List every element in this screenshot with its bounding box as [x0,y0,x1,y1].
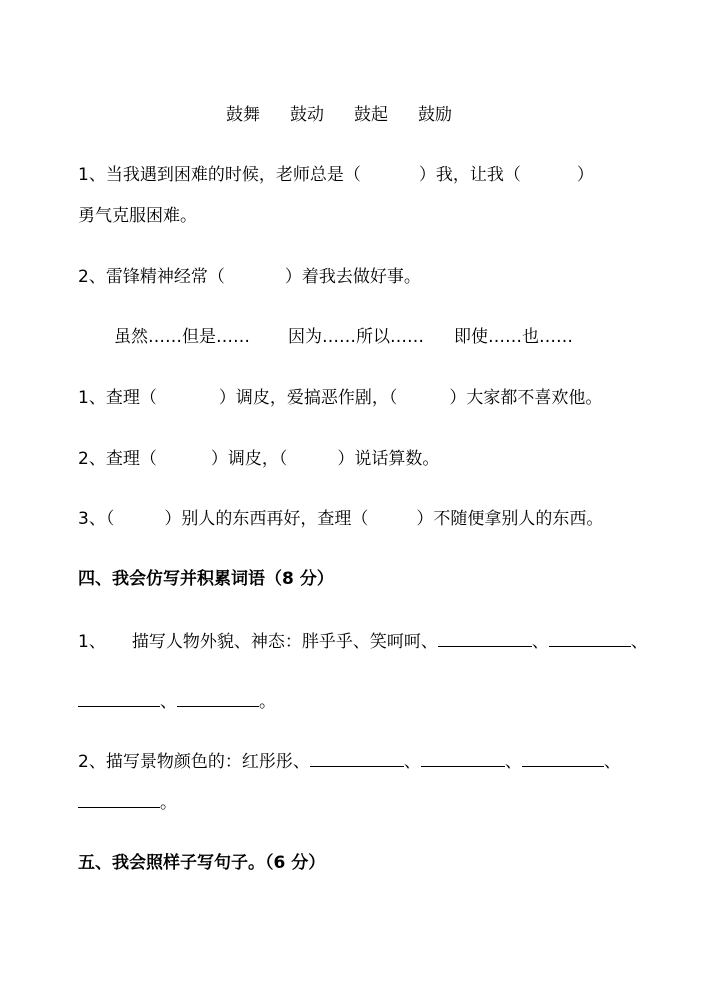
separator: 、 [403,752,421,772]
period: 。 [160,793,177,813]
question-2-3 [78,507,603,531]
question-number: 1、 [78,632,106,652]
word-bank-item: 鼓舞 [226,105,260,125]
question-text: ）说话算数。 [337,449,440,469]
question-text: 查理（ [105,388,157,408]
period: 。 [259,692,276,712]
separator: 、 [531,632,549,652]
question-text: ）不随便拿别人的东西。 [416,509,604,529]
question-1-1-continued [78,204,197,228]
question-text: ）调皮，（ [210,449,288,469]
question-text: ）别人的东西再好，查理（ [164,509,369,529]
question-text: 描写人物外貌、神态：胖乎乎、笑呵呵、 [131,632,438,652]
question-2-1 [78,386,602,410]
question-text: 当我遇到困难的时候，老师总是（ [105,165,361,185]
answer-blank[interactable] [549,632,631,647]
question-4-2 [78,750,621,774]
question-text: 2、描写景物颜色的：红彤彤、 [78,752,310,772]
answer-blank[interactable] [438,632,532,647]
question-text: ）大家都不喜欢他。 [449,388,603,408]
question-number: 1、 [78,388,106,408]
question-text: 勇气克服困难。 [78,206,197,226]
word-bank-item: 鼓动 [290,105,324,125]
word-bank-item: 因为……所以…… [288,327,424,347]
question-number: 3、 [78,509,106,529]
question-text: ）我，让我（ [418,165,521,185]
question-4-2-continued [78,791,177,815]
word-bank-item: 鼓起 [354,105,388,125]
word-bank-2 [114,325,573,349]
question-1-1 [78,163,594,187]
question-text: ）调皮，爱搞恶作剧，（ [218,388,398,408]
separator: 、 [630,632,648,652]
question-4-1-continued [78,690,276,714]
question-text: ） [576,165,594,185]
question-number: 2、 [78,449,106,469]
separator: 、 [160,692,177,712]
question-number: 1、 [78,165,106,185]
answer-blank[interactable] [522,752,604,767]
answer-blank[interactable] [177,692,259,707]
question-text: 查理（ [105,449,157,469]
question-text: ）着我去做好事。 [284,267,421,287]
question-text: 雷锋精神经常（ [105,267,225,287]
section-4-title: 四、我会仿写并积累词语（8 分） [78,569,334,589]
word-bank-item: 虽然……但是…… [114,327,250,347]
question-1-2 [78,265,421,289]
separator: 、 [603,752,621,772]
section-5-title: 五、我会照样子写句子。（6 分） [78,853,326,873]
word-bank-item: 即使……也…… [454,327,573,347]
answer-blank[interactable] [421,752,505,767]
question-text: （ [105,509,115,529]
answer-blank[interactable] [310,752,404,767]
word-bank-1 [226,103,452,127]
answer-blank[interactable] [78,793,160,808]
question-number: 2、 [78,267,106,287]
question-4-1 [78,630,648,654]
question-2-2 [78,447,439,471]
separator: 、 [504,752,522,772]
answer-blank[interactable] [78,692,160,707]
word-bank-item: 鼓励 [418,105,452,125]
